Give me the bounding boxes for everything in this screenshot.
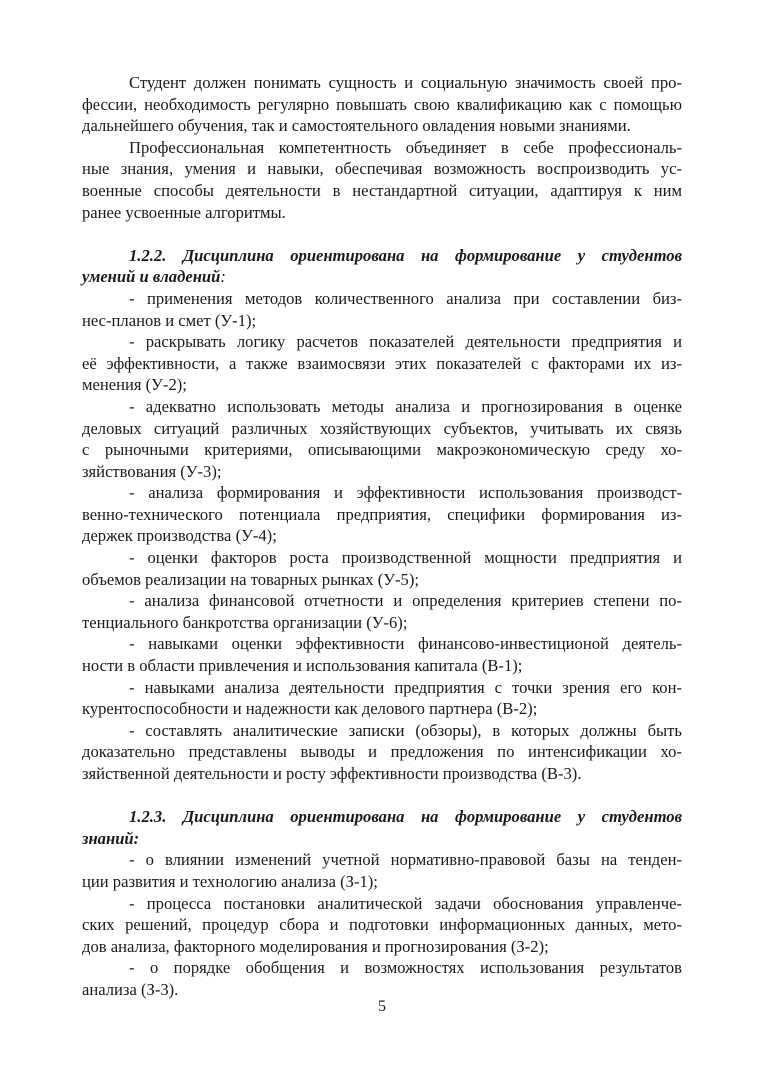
text-line: ских решений, процедур сбора и подготовки информационных данных, мето- bbox=[82, 915, 682, 935]
section-heading: 1.2.3. Дисциплина ориентирована на формирование у студентов bbox=[129, 807, 682, 827]
text-line: тенциального банкротства организации (У-6); bbox=[82, 612, 408, 632]
section-heading-continuation: умений и владений: bbox=[82, 267, 226, 287]
text-line: фессии, необходимость регулярно повышать свою квалификацию как с помощью bbox=[82, 94, 682, 114]
list-item: - раскрывать логику расчетов показателей деятельности предприятия и bbox=[129, 332, 682, 352]
list-item: - о порядке обобщения и возможностях использования результатов bbox=[129, 958, 682, 978]
text-line: держек производства (У-4); bbox=[82, 526, 277, 546]
text-line: дальнейшего обучения, так и самостоятельного овладения новыми знаниями. bbox=[82, 116, 631, 136]
page-body bbox=[82, 72, 682, 1001]
text-line: ные знания, умения и навыки, обеспечивая возможность воспроизводить ус- bbox=[82, 159, 682, 179]
page-number: 5 bbox=[378, 998, 386, 1015]
list-item: - анализа финансовой отчетности и определения критериев степени по- bbox=[129, 591, 682, 611]
list-item: - о влиянии изменений учетной нормативно-правовой базы на тенден- bbox=[129, 850, 682, 870]
section-heading-continuation: знаний: bbox=[82, 828, 140, 848]
list-item: - адекватно использовать методы анализа и прогнозирования в оценке bbox=[129, 396, 682, 416]
section-heading: 1.2.2. Дисциплина ориентирована на формирование у студентов bbox=[129, 245, 682, 265]
list-item: - составлять аналитические записки (обзоры), в которых должны быть bbox=[129, 720, 682, 740]
text-line: венно-технического потенциала предприятия, специфики формирования из- bbox=[82, 504, 682, 524]
text-line: Студент должен понимать сущность и социальную значимость своей про- bbox=[129, 73, 682, 92]
list-item: - анализа формирования и эффективности использования производст- bbox=[129, 483, 682, 503]
text-line: Профессиональная компетентность объединяет в себе профессиональ- bbox=[129, 137, 682, 157]
text-line: курентоспособности и надежности как делового партнера (В-2); bbox=[82, 699, 538, 719]
intro-paragraph-2 bbox=[82, 137, 682, 223]
text-line: менения (У-2); bbox=[82, 375, 187, 395]
section-skills bbox=[82, 245, 682, 785]
text-line: ранее усвоенные алгоритмы. bbox=[82, 202, 286, 222]
intro-paragraph-1 bbox=[82, 72, 682, 137]
list-item: - процесса постановки аналитической задачи обоснования управленче- bbox=[129, 893, 682, 913]
list-item: - применения методов количественного анализа при составлении биз- bbox=[129, 288, 682, 308]
list-item: - оценки факторов роста производственной мощности предприятия и bbox=[129, 548, 682, 568]
text-line: анализа (З-3). bbox=[82, 979, 179, 999]
list-item: - навыками оценки эффективности финансово-инвестиционой деятель- bbox=[129, 634, 682, 654]
text-line: деловых ситуаций различных хозяйствующих субъектов, учитывать их связь bbox=[82, 418, 682, 438]
list-item: - навыками анализа деятельности предприятия с точки зрения его кон- bbox=[129, 677, 682, 697]
text-line: дов анализа, факторного моделирования и прогнозирования (З-2); bbox=[82, 936, 549, 956]
text-line: ции развития и технологию анализа (З-1); bbox=[82, 871, 378, 891]
section-knowledge bbox=[82, 806, 682, 1000]
text-line: доказательно представлены выводы и предложения по интенсификации хо- bbox=[82, 742, 682, 762]
text-line: зяйствования (У-3); bbox=[82, 461, 222, 481]
text-line: нес-планов и смет (У-1); bbox=[82, 310, 257, 330]
text-line: её эффективности, а также взаимосвязи этих показателей с факторами их из- bbox=[82, 353, 682, 373]
text-line: военные способы деятельности в нестандартной ситуации, адаптируя к ним bbox=[82, 180, 682, 200]
text-line: с рыночными критериями, описывающими макроэкономическую среду хо- bbox=[82, 440, 682, 460]
text-line: зяйственной деятельности и росту эффективности производства (В-3). bbox=[82, 764, 582, 783]
text-line: ности в области привлечения и использования капитала (В-1); bbox=[82, 656, 523, 676]
text-line: объемов реализации на товарных рынках (У-5); bbox=[82, 569, 419, 589]
